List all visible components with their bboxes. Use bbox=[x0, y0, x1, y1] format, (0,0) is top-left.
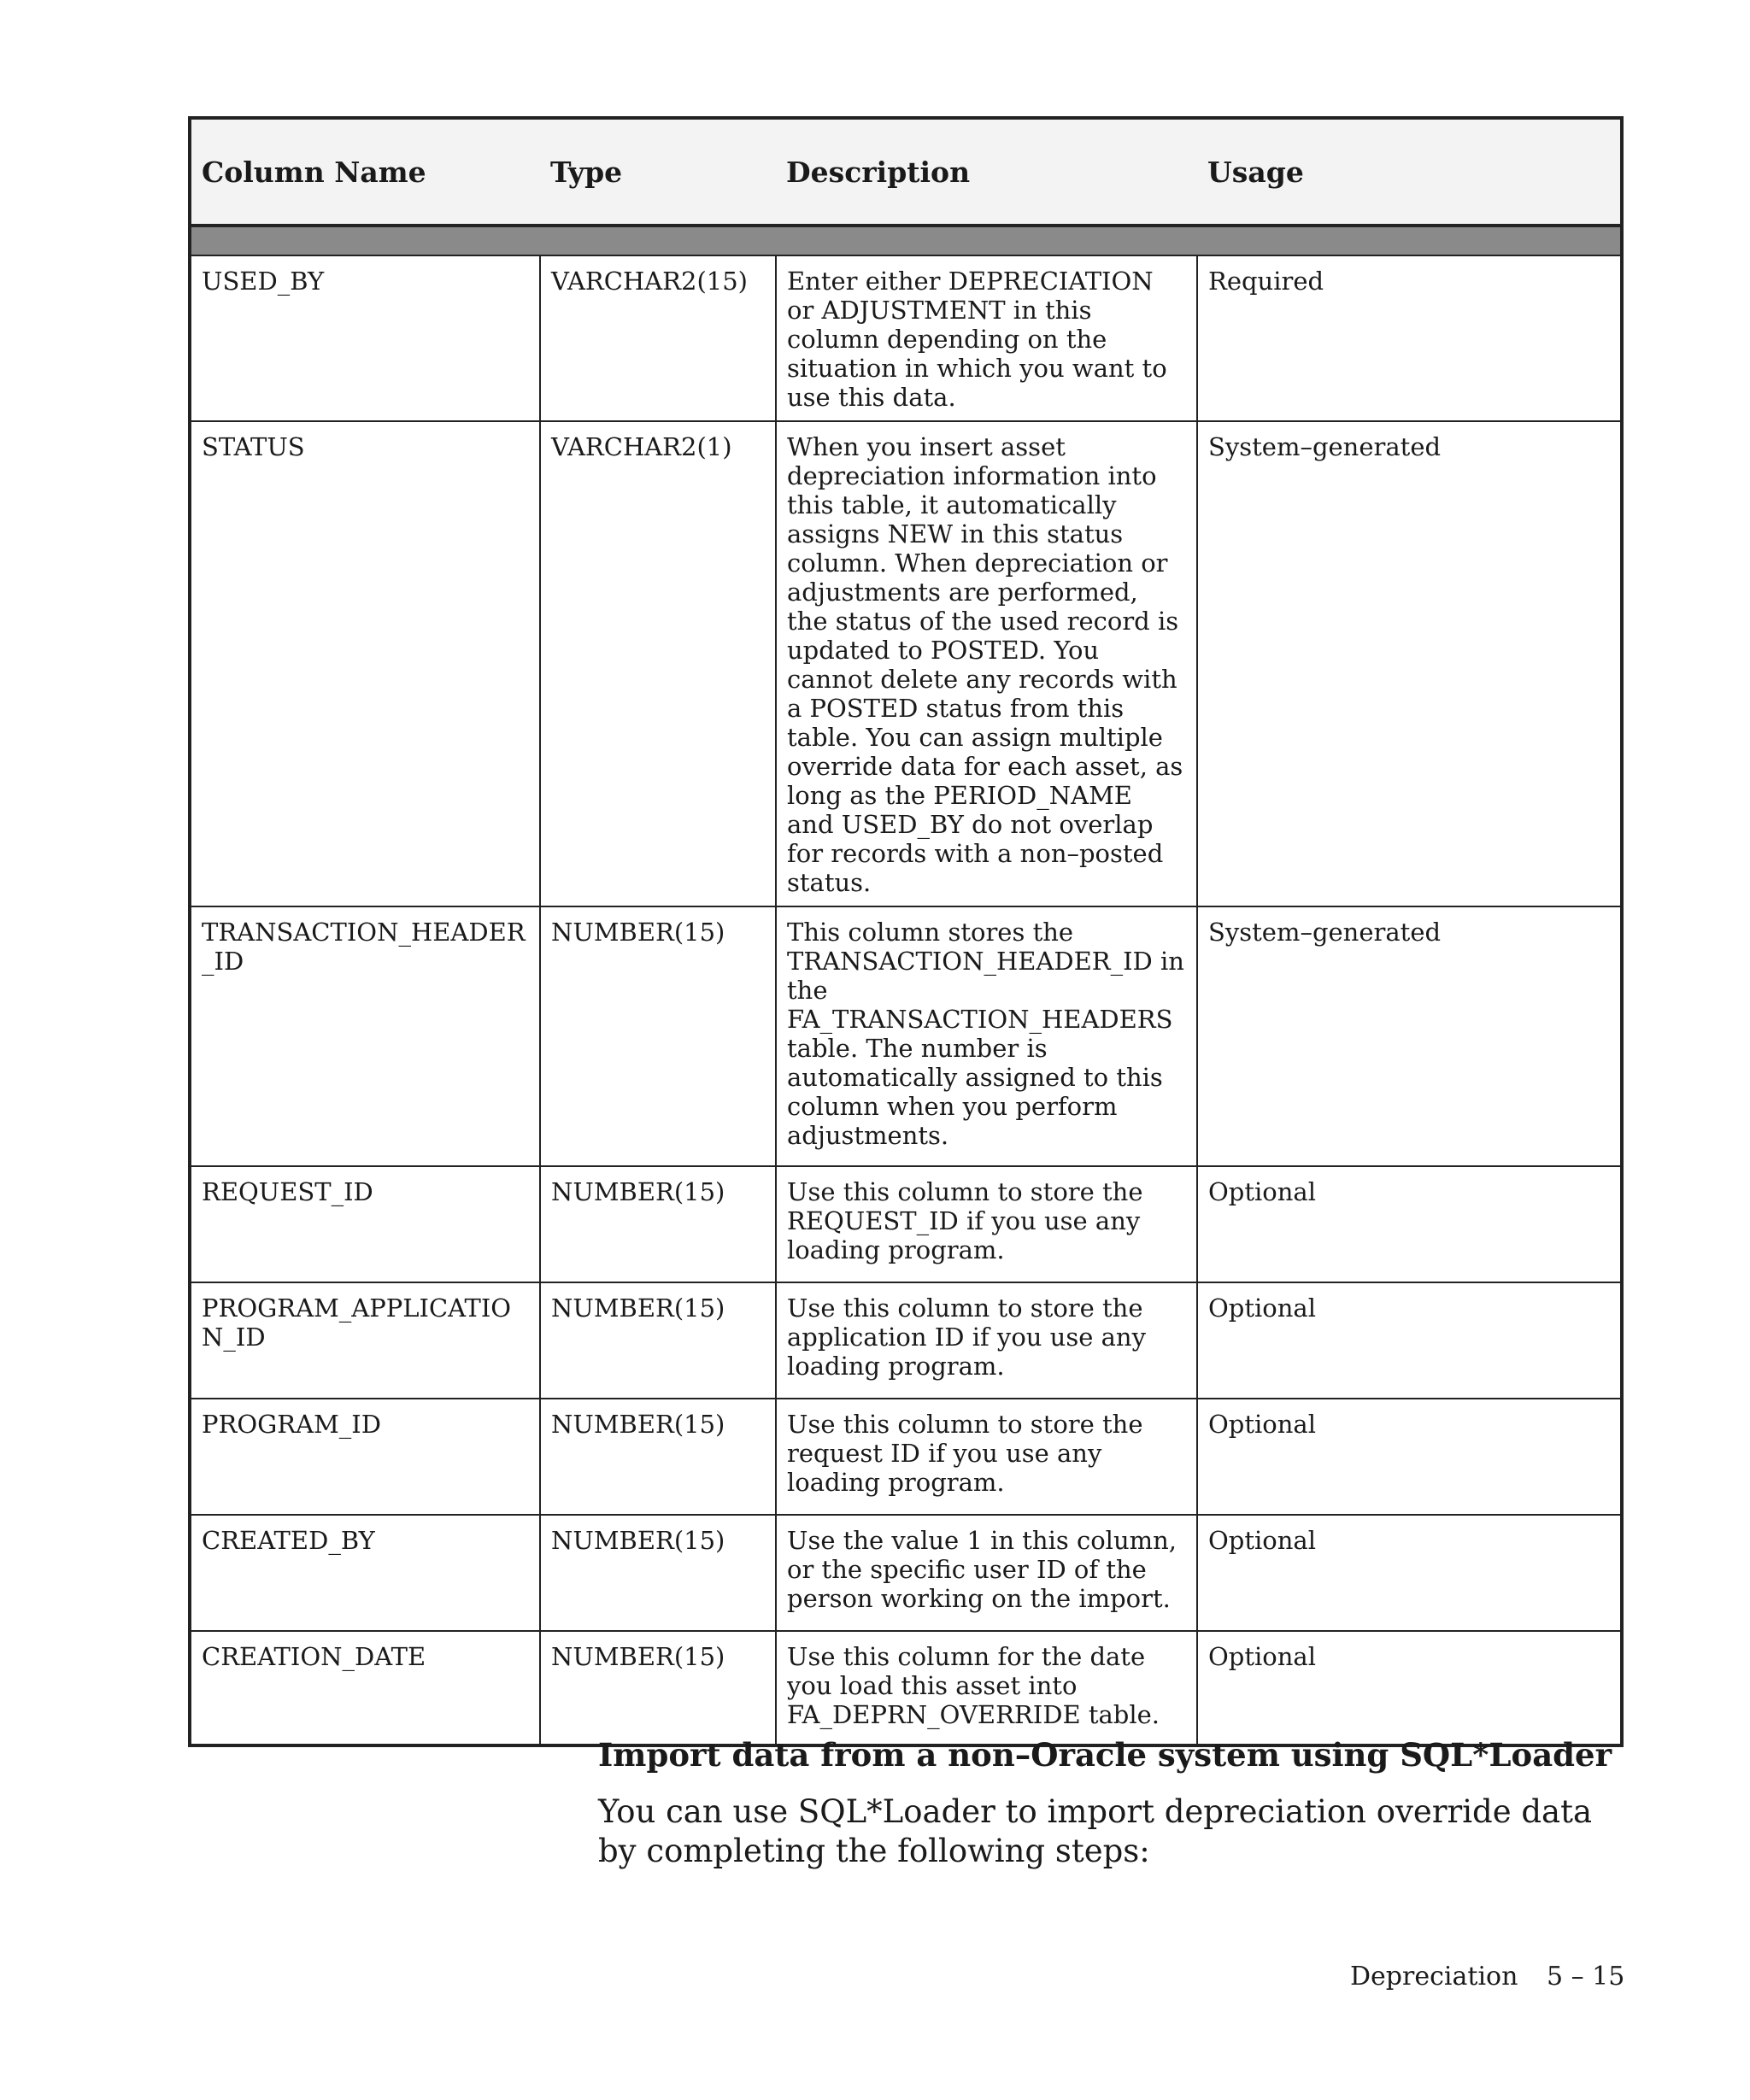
cell-column-name: CREATED_BY bbox=[190, 1515, 540, 1631]
cell-column-name: STATUS bbox=[190, 421, 540, 906]
table-header bbox=[190, 118, 1622, 226]
cell-type: NUMBER(15) bbox=[540, 1166, 776, 1282]
table-row bbox=[190, 1282, 1622, 1399]
cell-usage: Optional bbox=[1197, 1166, 1622, 1282]
cell-usage: Optional bbox=[1197, 1631, 1622, 1745]
cell-column-name: USED_BY bbox=[190, 255, 540, 421]
header-usage: Usage bbox=[1197, 118, 1622, 226]
table-row bbox=[190, 1515, 1622, 1631]
cell-usage: Optional bbox=[1197, 1282, 1622, 1399]
page-footer bbox=[0, 1962, 1750, 1996]
table-row bbox=[190, 1166, 1622, 1282]
header-description: Description bbox=[776, 118, 1197, 226]
cell-type: NUMBER(15) bbox=[540, 906, 776, 1166]
table-row bbox=[190, 1399, 1622, 1515]
cell-type: VARCHAR2(1) bbox=[540, 421, 776, 906]
cell-description: Use the value 1 in this column, or the specific user ID of the person working on the import. bbox=[776, 1515, 1197, 1631]
cell-description: Enter either DEPRECIATION or ADJUSTMENT in this column depending on the situation in which you want to use this data. bbox=[776, 255, 1197, 421]
cell-column-name: PROGRAM_APPLICATION_ID bbox=[190, 1282, 540, 1399]
column-definition-table bbox=[188, 116, 1624, 1747]
footer-section-name: Depreciation bbox=[1350, 1962, 1518, 1991]
cell-usage: Optional bbox=[1197, 1515, 1622, 1631]
cell-type: NUMBER(15) bbox=[540, 1399, 776, 1515]
cell-description: Use this column to store the request ID if you use any loading program. bbox=[776, 1399, 1197, 1515]
cell-usage: System–generated bbox=[1197, 421, 1622, 906]
cell-description: This column stores the TRANSACTION_HEADER_ID in the FA_TRANSACTION_HEADERS table. The number is automatically assigned to this column when you perform adjustments. bbox=[776, 906, 1197, 1166]
cell-description: When you insert asset depreciation information into this table, it automatically assigns NEW in this status column. When depreciation or adjustments are performed, the status of the used record is updated to POSTED. You cannot delete any records with a POSTED status from this table. You can assign multiple override data for each asset, as long as the PERIOD_NAME and USED_BY do not overlap for records with a non–posted status. bbox=[776, 421, 1197, 906]
header-type: Type bbox=[540, 118, 776, 226]
cell-usage: Optional bbox=[1197, 1399, 1622, 1515]
table-row bbox=[190, 421, 1622, 906]
section-body-text: You can use SQL*Loader to import depreciation override data by completing the following steps: bbox=[598, 1793, 1593, 1869]
cell-type: NUMBER(15) bbox=[540, 1515, 776, 1631]
cell-type: NUMBER(15) bbox=[540, 1631, 776, 1745]
table-row bbox=[190, 255, 1622, 421]
header-column-name: Column Name bbox=[190, 118, 540, 226]
cell-usage: Required bbox=[1197, 255, 1622, 421]
cell-column-name: REQUEST_ID bbox=[190, 1166, 540, 1282]
table-row bbox=[190, 906, 1622, 1166]
cell-column-name: TRANSACTION_HEADER_ID bbox=[190, 906, 540, 1166]
header-separator bbox=[190, 226, 1622, 255]
cell-description: Use this column to store the application ID if you use any loading program. bbox=[776, 1282, 1197, 1399]
cell-column-name: PROGRAM_ID bbox=[190, 1399, 540, 1515]
cell-type: NUMBER(15) bbox=[540, 1282, 776, 1399]
footer-page-number: 5 – 15 bbox=[1547, 1962, 1625, 1991]
table-row bbox=[190, 1631, 1622, 1745]
section-heading: Import data from a non–Oracle system using SQL*Loader bbox=[598, 1736, 1612, 1774]
cell-usage: System–generated bbox=[1197, 906, 1622, 1166]
cell-type: VARCHAR2(15) bbox=[540, 255, 776, 421]
cell-description: Use this column for the date you load this asset into FA_DEPRN_OVERRIDE table. bbox=[776, 1631, 1197, 1745]
cell-column-name: CREATION_DATE bbox=[190, 1631, 540, 1745]
cell-description: Use this column to store the REQUEST_ID if you use any loading program. bbox=[776, 1166, 1197, 1282]
